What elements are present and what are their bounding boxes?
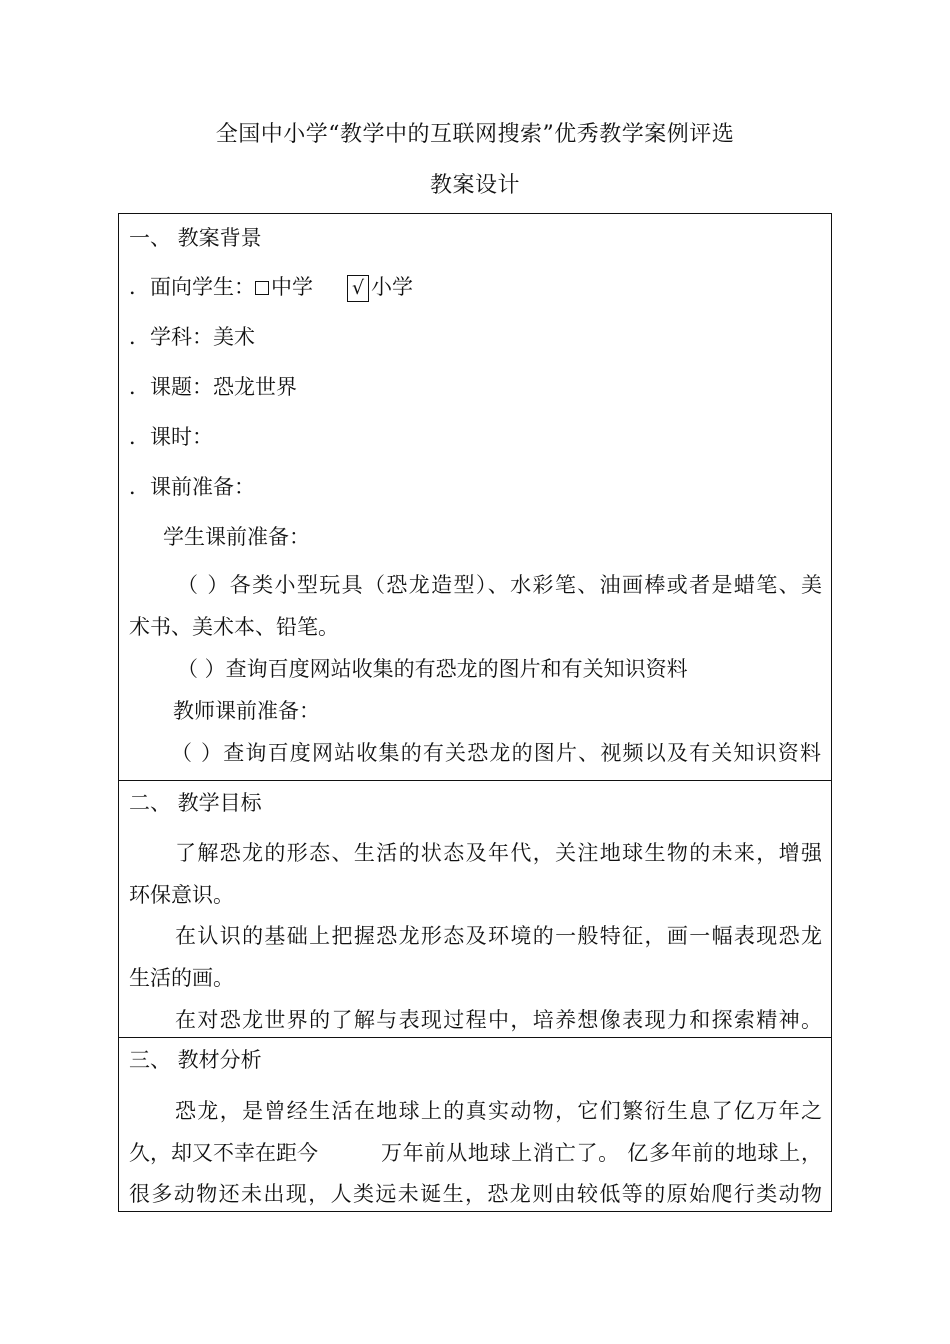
goal-2: 在认识的基础上把握恐龙形态及环境的一般特征，画一幅表现恐龙: [175, 924, 822, 948]
section-divider: [119, 780, 831, 781]
student-prep-item-1: （ ）各类小型玩具（恐龙造型）、水彩笔、油画棒或者是蜡笔、美: [177, 573, 822, 597]
audience-row: [129, 273, 413, 302]
section-heading-goals: 二、 教学目标: [129, 791, 262, 815]
analysis-line-2b: 万年前从地球上消亡了。 亿多年前的地球上，: [381, 1141, 822, 1165]
section-heading-analysis: 三、 教材分析: [129, 1048, 262, 1072]
section-heading-background: 一、 教案背景: [129, 226, 262, 250]
middle-school-label: 中学: [271, 275, 313, 299]
hours-line: ．课时：: [129, 425, 213, 449]
middle-school-checkbox[interactable]: [255, 281, 269, 295]
goal-1-cont: 环保意识。: [129, 883, 234, 907]
goal-3: 在对恐龙世界的了解与表现过程中，培养想像表现力和探索精神。: [175, 1008, 822, 1032]
document-subtitle: 教案设计: [429, 173, 520, 198]
goal-1: 了解恐龙的形态、生活的状态及年代，关注地球生物的未来，增强: [175, 841, 822, 865]
analysis-line-3: 很多动物还未出现，人类远未诞生，恐龙则由较低等的原始爬行类动物: [129, 1182, 822, 1206]
teacher-prep-title: 教师课前准备：: [173, 699, 320, 723]
teacher-prep-item-1: （ ）查询百度网站收集的有关恐龙的图片、视频以及有关知识资料: [171, 741, 821, 765]
prep-line: ．课前准备：: [129, 475, 255, 499]
goal-2-cont: 生活的画。: [129, 966, 234, 990]
topic-line: ．课题：恐龙世界: [129, 375, 297, 399]
student-prep-item-2: （ ）查询百度网站收集的有恐龙的图片和有关知识资料: [177, 657, 688, 681]
primary-school-checkbox[interactable]: √: [347, 275, 369, 302]
subject-line: ．学科：美术: [129, 325, 255, 349]
audience-label: ．面向学生：: [129, 275, 255, 299]
student-prep-title: 学生课前准备：: [163, 525, 310, 549]
section-divider: [119, 1037, 831, 1038]
analysis-line-2a: 久，却又不幸在距今: [129, 1141, 318, 1165]
document-title: 全国中小学“教学中的互联网搜索”优秀教学案例评选: [215, 122, 735, 147]
lesson-plan-table: [118, 213, 832, 1212]
student-prep-item-1-cont: 术书、美术本、铅笔。: [129, 615, 339, 639]
analysis-line-1: 恐龙，是曾经生活在地球上的真实动物，它们繁衍生息了亿万年之: [175, 1099, 822, 1123]
primary-school-label: 小学: [371, 275, 413, 299]
